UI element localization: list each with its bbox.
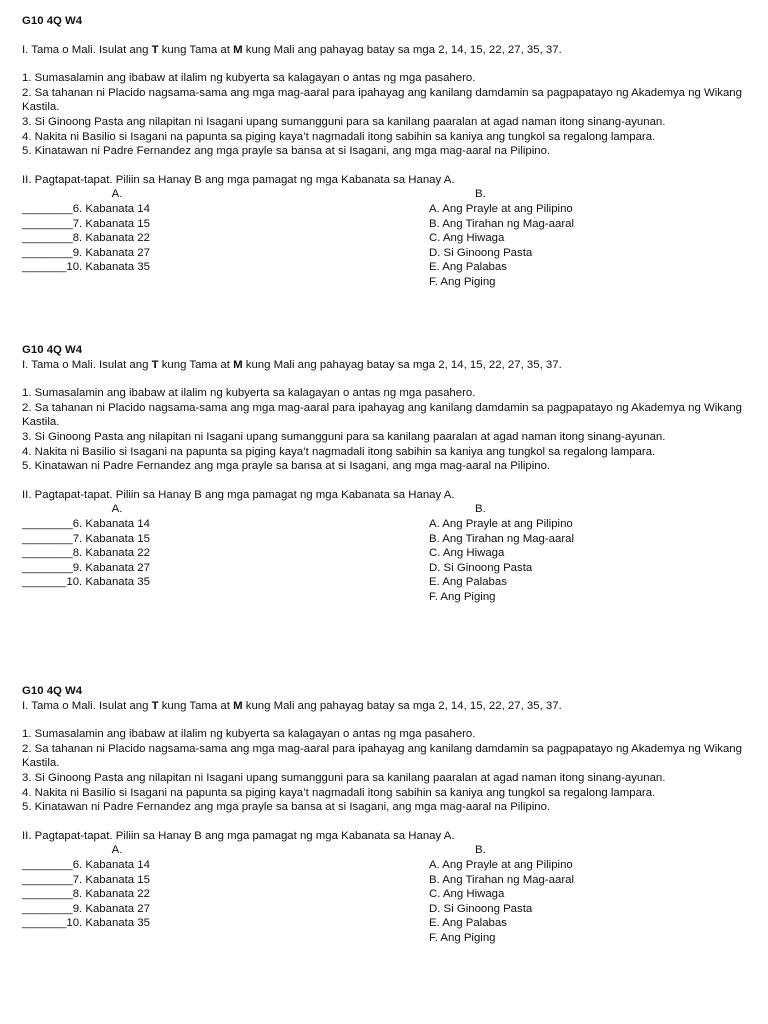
match-item-6: ________6. Kabanata 14 (22, 858, 150, 871)
false-key: M (233, 699, 243, 712)
item-5: 5. Kinatawan ni Padre Fernandez ang mga prayle sa bansa at si Isagani, ang mga mag-aaral na Pilipino. (22, 460, 551, 473)
item-3: 3. Si Ginoong Pasta ang nilapitan ni Isagani upang sumangguni para sa kanilang paaralan at agad naman itong sinang-ayunan. (22, 430, 666, 443)
part2-instruction: II. Pagtapat-tapat. Piliin sa Hanay B ang mga pamagat ng mga Kabanata sa Hanay A. (22, 488, 455, 501)
match-item-7: ________7. Kabanata 15 (22, 217, 150, 230)
choice-f: F. Ang Piging (429, 931, 496, 944)
column-a-header: A. (111, 503, 123, 516)
match-item-7: ________7. Kabanata 15 (22, 532, 150, 545)
column-a (22, 502, 322, 590)
choice-e: E. Ang Palabas (429, 576, 507, 589)
column-a-header: A. (111, 844, 123, 857)
choice-f: F. Ang Piging (429, 590, 496, 603)
choice-d: D. Si Ginoong Pasta (429, 902, 533, 915)
item-5: 5. Kinatawan ni Padre Fernandez ang mga prayle sa bansa at si Isagani, ang mga mag-aaral na Pilipino. (22, 801, 551, 814)
item-2: 2. Sa tahanan ni Placido nagsama-sama ang mga mag-aaral para ipahayag ang kanilang damdamin sa pagpapatayo ng Akademya ng Wikang Kastila. (22, 742, 742, 770)
matching-columns (22, 843, 762, 945)
match-item-7: ________7. Kabanata 15 (22, 873, 150, 886)
worksheet-copy-3 (22, 684, 762, 945)
match-item-10: _______10. Kabanata 35 (22, 576, 150, 589)
match-item-10: _______10. Kabanata 35 (22, 261, 150, 274)
choice-d: D. Si Ginoong Pasta (429, 561, 533, 574)
true-key: T (151, 699, 159, 712)
choice-b: B. Ang Tirahan ng Mag-aaral (429, 217, 575, 230)
item-3: 3. Si Ginoong Pasta ang nilapitan ni Isagani upang sumangguni para sa kanilang paaralan at agad naman itong sinang-ayunan. (22, 115, 666, 128)
choice-c: C. Ang Hiwaga (429, 547, 505, 560)
column-b (429, 187, 729, 289)
worksheet-title: G10 4Q W4 (22, 15, 83, 27)
column-b (429, 843, 729, 945)
item-2: 2. Sa tahanan ni Placido nagsama-sama ang mga mag-aaral para ipahayag ang kanilang damdamin sa pagpapatayo ng Akademya ng Wikang Kastila. (22, 401, 742, 429)
worksheet-copy-2 (22, 343, 762, 604)
choice-b: B. Ang Tirahan ng Mag-aaral (429, 873, 575, 886)
true-key: T (151, 358, 159, 371)
true-false-items (22, 71, 762, 159)
false-key: M (233, 358, 243, 371)
match-item-9: ________9. Kabanata 27 (22, 902, 150, 915)
item-5: 5. Kinatawan ni Padre Fernandez ang mga prayle sa bansa at si Isagani, ang mga mag-aaral na Pilipino. (22, 145, 551, 158)
match-item-6: ________6. Kabanata 14 (22, 517, 150, 530)
part1-instruction: I. Tama o Mali. Isulat ang T kung Tama at M kung Mali ang pahayag batay sa mga 2, 14, 15, 22, 27, 35, 37. (22, 699, 562, 712)
match-item-10: _______10. Kabanata 35 (22, 917, 150, 930)
column-a-header: A. (111, 188, 123, 201)
match-item-8: ________8. Kabanata 22 (22, 232, 150, 245)
item-4: 4. Nakita ni Basilio si Isagani na papunta sa piging kaya’t nagmadali itong sabihin sa kaniya ang tungkol sa regalong lampara. (22, 445, 656, 458)
worksheet-title: G10 4Q W4 (22, 344, 83, 356)
part1-instruction: I. Tama o Mali. Isulat ang T kung Tama at M kung Mali ang pahayag batay sa mga 2, 14, 15, 22, 27, 35, 37. (22, 43, 562, 56)
item-3: 3. Si Ginoong Pasta ang nilapitan ni Isagani upang sumangguni para sa kanilang paaralan at agad naman itong sinang-ayunan. (22, 771, 666, 784)
worksheet-title: G10 4Q W4 (22, 685, 83, 697)
item-1: 1. Sumasalamin ang ibabaw at ilalim ng kubyerta sa kalagayan o antas ng mga pasahero. (22, 72, 476, 85)
column-b-header: B. (475, 844, 486, 857)
part1-instruction: I. Tama o Mali. Isulat ang T kung Tama at M kung Mali ang pahayag batay sa mga 2, 14, 15, 22, 27, 35, 37. (22, 358, 562, 371)
item-2: 2. Sa tahanan ni Placido nagsama-sama ang mga mag-aaral para ipahayag ang kanilang damdamin sa pagpapatayo ng Akademya ng Wikang Kastila. (22, 86, 742, 114)
matching-columns (22, 187, 762, 289)
choice-a: A. Ang Prayle at ang Pilipino (429, 858, 573, 871)
item-4: 4. Nakita ni Basilio si Isagani na papunta sa piging kaya’t nagmadali itong sabihin sa kaniya ang tungkol sa regalong lampara. (22, 130, 656, 143)
worksheet-copy-1 (22, 14, 762, 289)
true-false-items (22, 386, 762, 474)
choice-d: D. Si Ginoong Pasta (429, 246, 533, 259)
false-key: M (233, 43, 243, 56)
choice-e: E. Ang Palabas (429, 917, 507, 930)
match-item-8: ________8. Kabanata 22 (22, 547, 150, 560)
item-1: 1. Sumasalamin ang ibabaw at ilalim ng kubyerta sa kalagayan o antas ng mga pasahero. (22, 387, 476, 400)
true-false-items (22, 727, 762, 815)
match-item-9: ________9. Kabanata 27 (22, 561, 150, 574)
choice-f: F. Ang Piging (429, 275, 496, 288)
match-item-6: ________6. Kabanata 14 (22, 202, 150, 215)
choice-c: C. Ang Hiwaga (429, 888, 505, 901)
choice-a: A. Ang Prayle at ang Pilipino (429, 517, 573, 530)
column-a (22, 187, 322, 275)
column-a (22, 843, 322, 931)
choice-c: C. Ang Hiwaga (429, 232, 505, 245)
matching-columns (22, 502, 762, 604)
choice-b: B. Ang Tirahan ng Mag-aaral (429, 532, 575, 545)
match-item-9: ________9. Kabanata 27 (22, 246, 150, 259)
item-1: 1. Sumasalamin ang ibabaw at ilalim ng kubyerta sa kalagayan o antas ng mga pasahero. (22, 728, 476, 741)
part2-instruction: II. Pagtapat-tapat. Piliin sa Hanay B ang mga pamagat ng mga Kabanata sa Hanay A. (22, 173, 455, 186)
choice-e: E. Ang Palabas (429, 261, 507, 274)
column-b (429, 502, 729, 604)
part2-instruction: II. Pagtapat-tapat. Piliin sa Hanay B ang mga pamagat ng mga Kabanata sa Hanay A. (22, 829, 455, 842)
match-item-8: ________8. Kabanata 22 (22, 888, 150, 901)
choice-a: A. Ang Prayle at ang Pilipino (429, 202, 573, 215)
column-b-header: B. (475, 188, 486, 201)
true-key: T (151, 43, 159, 56)
item-4: 4. Nakita ni Basilio si Isagani na papunta sa piging kaya’t nagmadali itong sabihin sa kaniya ang tungkol sa regalong lampara. (22, 786, 656, 799)
column-b-header: B. (475, 503, 486, 516)
